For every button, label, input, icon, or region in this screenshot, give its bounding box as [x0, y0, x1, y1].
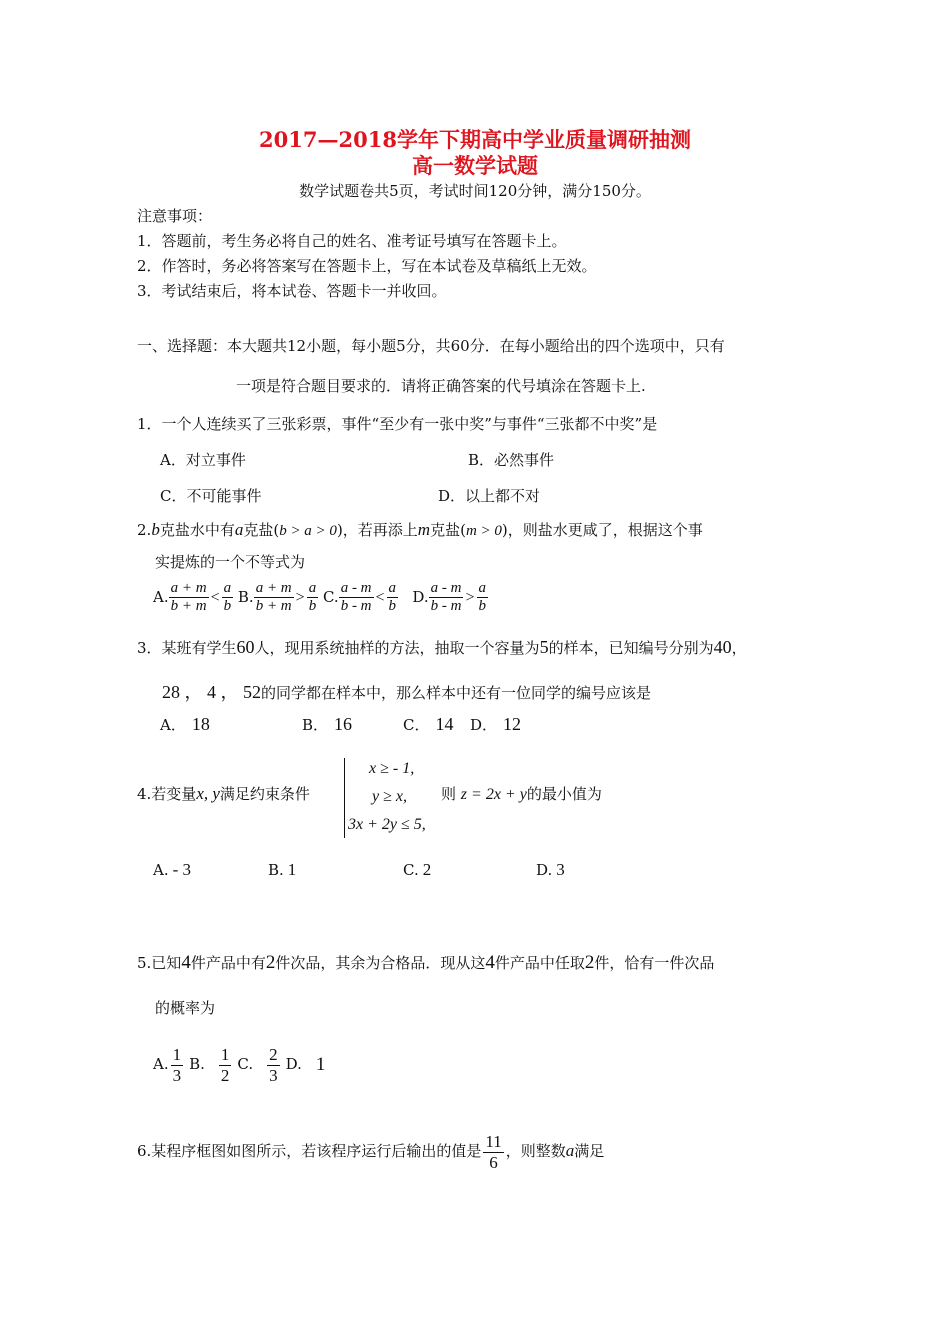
q5-option-d: D. 1: [285, 1054, 326, 1076]
question-5-stem-line2: 的概率为: [155, 999, 216, 1017]
note-item: 2．作答时，务必将答案写在答题卡上，写在本试卷及草稿纸上无效。: [137, 257, 597, 275]
note-item: 1．答题前，考生务必将自己的姓名、准考证号填写在答题卡上。: [137, 232, 567, 250]
q1-option-c: C．不可能事件: [160, 487, 262, 505]
constraint-3: 3x + 2y ≤ 5,: [348, 816, 426, 833]
q3-option-d: D． 12: [470, 714, 522, 734]
q5-option-b: B. $\frac{1}{2}$: [189, 1045, 230, 1085]
q2-option-c: C. $\frac{a - m}{b - m}$ < $\frac{a}{b}$: [322, 580, 397, 615]
question-4-stem-a: 4.若变量x, y满足约束条件: [137, 784, 310, 803]
q1-option-a: A．对立事件: [160, 451, 246, 469]
note-item: 3．考试结束后，将本试卷、答题卡一并收回。: [137, 282, 447, 300]
q2-option-b: B. $\frac{a + m}{b + m}$ > $\frac{a}{b}$: [237, 580, 317, 615]
question-2-stem: 2.b克盐水中有a克盐(b > a > 0)，若再添上m克盐(m > 0)，则盐水更咸了，根据这个事: [137, 520, 703, 539]
question-5-stem: 5.已知4件产品中有2件次品，其余为合格品．现从这4件产品中任取2件，恰有一件次品: [137, 952, 715, 973]
section-instruction: 一项是符合题目要求的．请将正确答案的代号填涂在答题卡上.: [236, 377, 646, 395]
q1-option-d: D．以上都不对: [438, 487, 541, 505]
question-6-stem: 6.某程序框图如图所示，若该程序运行后输出的值是 $\frac{11}{6}$ ，则整数a满足: [137, 1132, 605, 1172]
constraint-brace: [344, 758, 345, 838]
q1-option-b: B．必然事件: [468, 451, 555, 469]
constraint-2: y ≥ x,: [372, 788, 407, 805]
q3-option-a: A． 18: [160, 714, 210, 734]
exam-info: 数学试题卷共5页，考试时间120分钟，满分150分。: [299, 182, 651, 200]
question-1-stem: 1．一个人连续买了三张彩票，事件“至少有一张中奖”与事件“三张都不中奖”是: [137, 415, 658, 433]
q4-option-c: C. 2: [403, 860, 432, 879]
question-3-stem: 3．某班有学生60人，现用系统抽样的方法，抽取一个容量为5的样本，已知编号分别为40，: [137, 637, 747, 657]
q4-option-d: D. 3: [536, 860, 565, 879]
q2-options: [153, 580, 488, 616]
q5-option-a: A. $\frac{1}{3}$: [153, 1045, 182, 1085]
question-4-stem-b: 则 z = 2x + y的最小值为: [441, 785, 602, 803]
notes-heading: 注意事项：: [137, 207, 213, 225]
q5-option-c: C. $\frac{2}{3}$: [237, 1045, 278, 1085]
question-3-stem-line2: 28 ， 4 ， 52的同学都在样本中，那么样本中还有一位同学的编号应该是: [162, 682, 652, 702]
section-heading: 一、选择题：本大题共12小题，每小题5分，共60分．在每小题给出的四个选项中，只有: [137, 337, 725, 355]
q4-option-a: A. - 3: [153, 860, 192, 879]
exam-subtitle-title: 高一数学试题: [412, 153, 538, 178]
q3-option-c: C． 14: [403, 714, 454, 734]
q5-options: [153, 1045, 325, 1085]
question-2-stem-line2: 实提炼的一个不等式为: [155, 553, 306, 571]
constraint-1: x ≥ - 1,: [369, 760, 415, 777]
q3-option-b: B． 16: [302, 714, 353, 734]
q2-option-a: A. $\frac{a + m}{b + m}$ < $\frac{a}{b}$: [153, 580, 232, 615]
q2-option-d: D. $\frac{a - m}{b - m}$ > $\frac{a}{b}$: [412, 580, 487, 615]
q4-option-b: B. 1: [268, 860, 297, 879]
exam-title: 2017—2018学年下期高中学业质量调研抽测: [259, 127, 691, 152]
